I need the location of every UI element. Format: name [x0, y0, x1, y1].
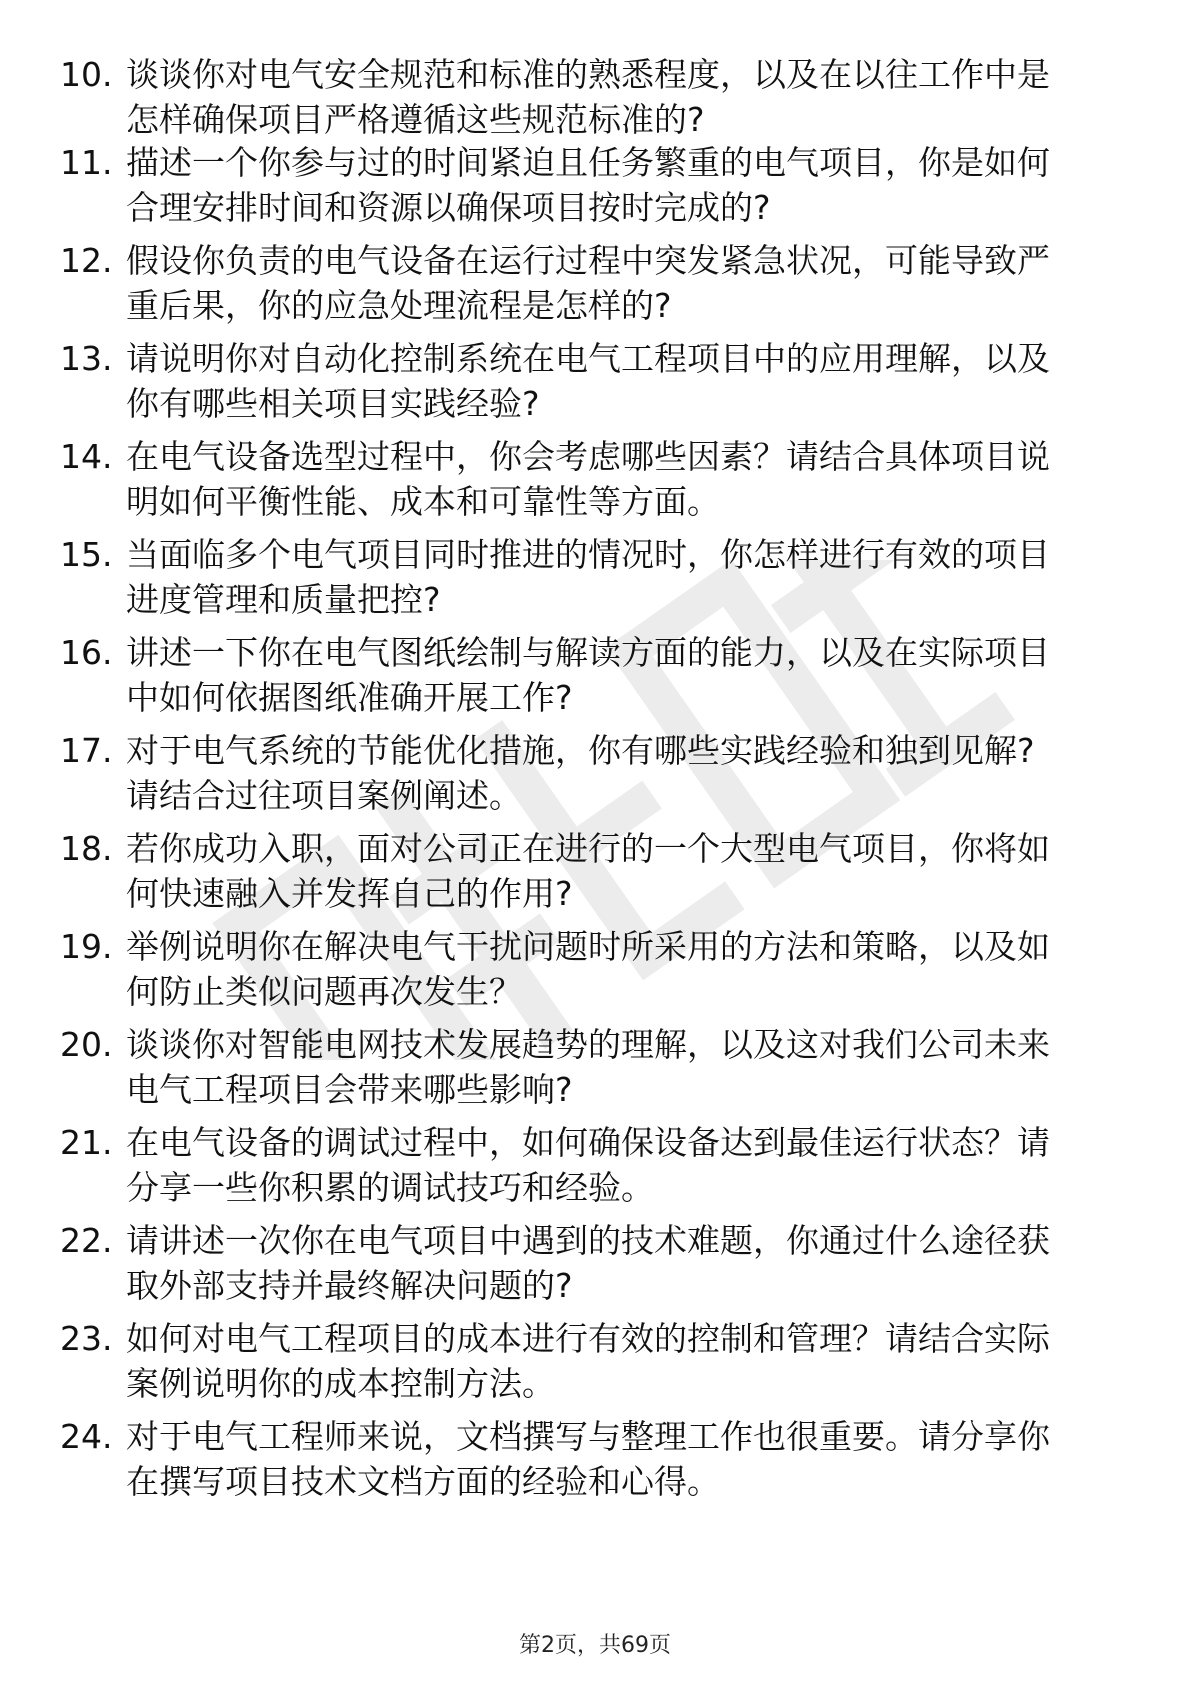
- question-line: 请说明你对自动化控制系统在电气工程项目中的应用理解，以及: [126, 339, 1050, 378]
- question-text: [126, 434, 1116, 524]
- question-line: 案例说明你的成本控制方法。: [126, 1364, 555, 1403]
- question-text: [126, 238, 1116, 328]
- question-text: [126, 336, 1116, 426]
- question-line: 在撰写项目技术文档方面的经验和心得。: [126, 1462, 720, 1501]
- question-text: [126, 1414, 1116, 1504]
- question-text: [126, 1120, 1116, 1210]
- page-footer: [0, 1628, 1190, 1659]
- question-line: 讲述一下你在电气图纸绘制与解读方面的能力，以及在实际项目: [126, 633, 1050, 672]
- question-number: 21.: [60, 1123, 113, 1162]
- question-line: 何防止类似问题再次发生？: [126, 972, 522, 1011]
- question-number: 10.: [60, 55, 113, 94]
- question-number: 12.: [60, 241, 113, 280]
- question-line: 假设你负责的电气设备在运行过程中突发紧急状况，可能导致严: [126, 241, 1050, 280]
- page-number-label: 第2页，共69页: [519, 1633, 671, 1658]
- question-text: [126, 728, 1116, 818]
- question-line: 怎样确保项目严格遵循这些规范标准的?: [126, 100, 705, 139]
- question-line: 取外部支持并最终解决问题的?: [126, 1266, 573, 1305]
- question-line: 分享一些你积累的调试技巧和经验。: [126, 1168, 654, 1207]
- question-line: 谈谈你对电气安全规范和标准的熟悉程度，以及在以往工作中是: [126, 55, 1050, 94]
- question-line: 中如何依据图纸准确开展工作?: [126, 678, 573, 717]
- question-number: 13.: [60, 339, 113, 378]
- question-line: 如何对电气工程项目的成本进行有效的控制和管理？请结合实际: [126, 1319, 1050, 1358]
- question-line: 在电气设备选型过程中，你会考虑哪些因素？请结合具体项目说: [126, 437, 1050, 476]
- question-text: [126, 1218, 1116, 1308]
- question-line: 何快速融入并发挥自己的作用?: [126, 874, 573, 913]
- question-text: [126, 630, 1116, 720]
- question-text: [126, 532, 1116, 622]
- question-number: 16.: [60, 633, 113, 672]
- question-line: 描述一个你参与过的时间紧迫且任务繁重的电气项目，你是如何: [126, 143, 1050, 182]
- question-line: 重后果，你的应急处理流程是怎样的?: [126, 286, 672, 325]
- question-number: 14.: [60, 437, 113, 476]
- question-number: 19.: [60, 927, 113, 966]
- question-line: 进度管理和质量把控?: [126, 580, 441, 619]
- question-number: 18.: [60, 829, 113, 868]
- question-line: 合理安排时间和资源以确保项目按时完成的?: [126, 188, 771, 227]
- question-line: 当面临多个电气项目同时推进的情况时，你怎样进行有效的项目: [126, 535, 1050, 574]
- question-number: 24.: [60, 1417, 113, 1456]
- question-number: 17.: [60, 731, 113, 770]
- question-line: 在电气设备的调试过程中，如何确保设备达到最佳运行状态？请: [126, 1123, 1050, 1162]
- question-line: 你有哪些相关项目实践经验?: [126, 384, 540, 423]
- question-line: 对于电气系统的节能优化措施，你有哪些实践经验和独到见解?: [126, 731, 1035, 770]
- question-text: [126, 140, 1116, 230]
- question-number: 22.: [60, 1221, 113, 1260]
- question-text: [126, 52, 1116, 142]
- question-line: 明如何平衡性能、成本和可靠性等方面。: [126, 482, 720, 521]
- question-text: [126, 924, 1116, 1014]
- question-text: [126, 826, 1116, 916]
- question-text: [126, 1022, 1116, 1112]
- question-line: 电气工程项目会带来哪些影响?: [126, 1070, 573, 1109]
- question-number: 20.: [60, 1025, 113, 1064]
- question-line: 举例说明你在解决电气干扰问题时所采用的方法和策略，以及如: [126, 927, 1050, 966]
- question-number: 11.: [60, 143, 113, 182]
- question-line: 谈谈你对智能电网技术发展趋势的理解，以及这对我们公司未来: [126, 1025, 1050, 1064]
- question-number: 15.: [60, 535, 113, 574]
- question-line: 对于电气工程师来说，文档撰写与整理工作也很重要。请分享你: [126, 1417, 1050, 1456]
- question-text: [126, 1316, 1116, 1406]
- question-line: 请讲述一次你在电气项目中遇到的技术难题，你通过什么途径获: [126, 1221, 1050, 1260]
- question-line: 请结合过往项目案例阐述。: [126, 776, 522, 815]
- question-number: 23.: [60, 1319, 113, 1358]
- question-line: 若你成功入职，面对公司正在进行的一个大型电气项目，你将如: [126, 829, 1050, 868]
